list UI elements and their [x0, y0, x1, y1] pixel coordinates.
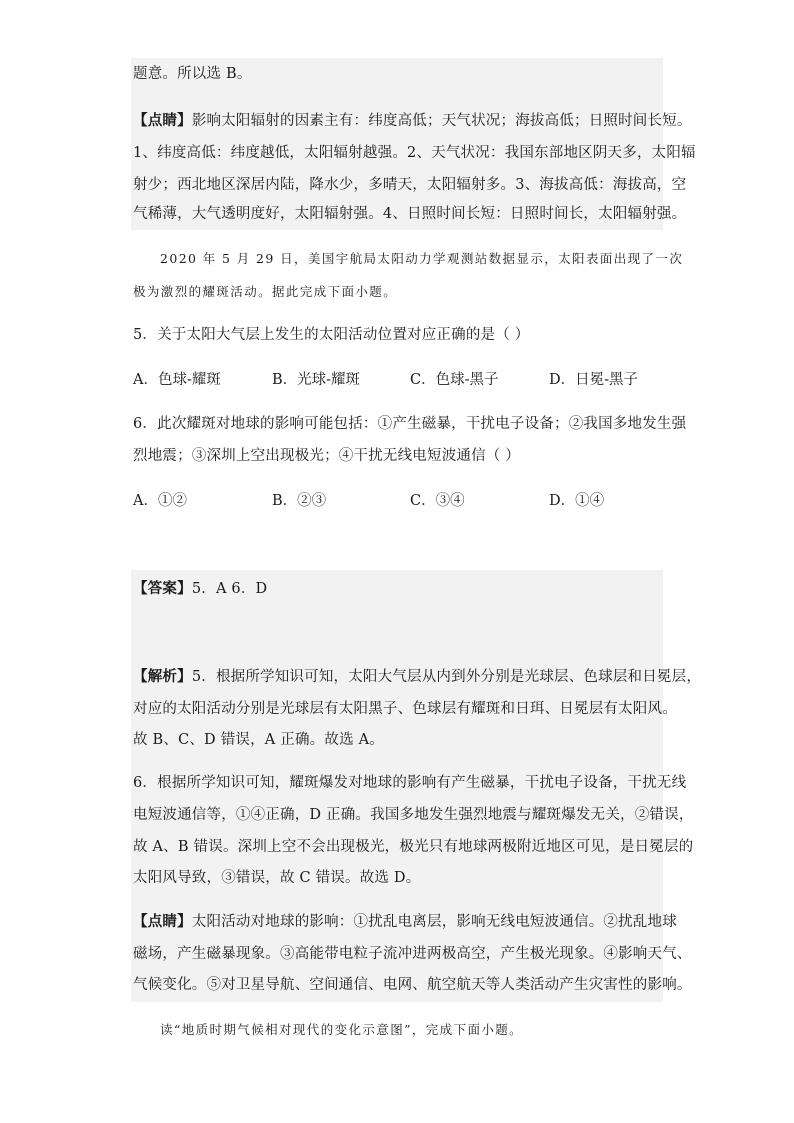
analysis-line: 对应的太阳活动分别是光球层有太阳黑子、色球层有耀斑和日珥、日冕层有太阳风。 — [133, 701, 677, 717]
tip-label: 【点睛】 — [133, 913, 192, 930]
q6-option-d[interactable]: D．①④ — [549, 493, 605, 509]
tip-label: 【点睛】 — [133, 112, 192, 129]
tip-text: 太阳活动对地球的影响：①扰乱电离层，影响无线电短波通信。②扰乱地球 — [191, 914, 677, 930]
question-6-stem: 烈地震；③深圳上空出现极光；④干扰无线电短波通信（ ） — [133, 448, 521, 464]
answer-text: 5．A 6．D — [191, 581, 268, 597]
q5-option-b[interactable]: B．光球-耀斑 — [272, 372, 361, 388]
analysis-label: 【解析】 — [133, 668, 192, 685]
tip-text: 影响太阳辐射的因素主有：纬度高低；天气状况；海拔高低；日照时间长短。 — [191, 113, 692, 129]
next-passage-line: 读“地质时期气候相对现代的变化示意图”，完成下面小题。 — [160, 1022, 524, 1037]
text-line: 气稀薄，大气透明度好，太阳辐射强。4、日照时间长短：日照时间长，太阳辐射强。 — [133, 206, 687, 222]
question-6-stem: 6．此次耀斑对地球的影响可能包括：①产生磁暴，干扰电子设备；②我国多地发生强 — [133, 416, 687, 432]
q5-option-d[interactable]: D．日冕-黑子 — [549, 372, 639, 388]
q5-option-c[interactable]: C．色球-黑子 — [410, 372, 499, 388]
answer-label: 【答案】 — [133, 580, 192, 597]
passage-line: 极为激烈的耀斑活动。据此完成下面小题。 — [133, 284, 398, 299]
q6-option-a[interactable]: A．①② — [133, 493, 187, 509]
text-line: 题意。所以选 B。 — [133, 66, 252, 82]
question-5-stem: 5．关于太阳大气层上发生的太阳活动位置对应正确的是（ ） — [133, 327, 530, 343]
analysis-line: 电短波通信等，①④正确，D 正确。我国多地发生强烈地震与耀斑爆发无关，②错误， — [133, 807, 694, 823]
tip-line: 气候变化。⑤对卫星导航、空间通信、电网、航空航天等人类活动产生灾害性的影响。 — [133, 977, 692, 993]
analysis-line — [133, 667, 701, 687]
text-line: 射少；西北地区深居内陆，降水少，多晴天，太阳辐射多。3、海拔高低：海拔高，空 — [133, 177, 687, 193]
tip-line: 磁场，产生磁暴现象。③高能带电粒子流冲进两极高空，产生极光现象。④影响天气、 — [133, 946, 692, 962]
analysis-line: 太阳风导致，③错误，故 C 错误。故选 D。 — [133, 870, 421, 886]
analysis-line: 故 A、B 错误。深圳上空不会出现极光，极光只有地球两极附近地区可见，是日冕层的 — [133, 839, 694, 855]
q6-option-c[interactable]: C．③④ — [410, 493, 465, 509]
answer-line — [133, 579, 267, 599]
q6-option-b[interactable]: B．②③ — [272, 493, 327, 509]
tip-line — [133, 912, 677, 932]
text-line: 1、纬度高低：纬度越低，太阳辐射越强。2、天气状况：我国东部地区阴天多，太阳辐 — [133, 145, 696, 161]
analysis-text: 5．根据所学知识可知，太阳大气层从内到外分别是光球层、色球层和日冕层， — [191, 669, 702, 685]
tip-line — [133, 111, 692, 131]
q5-option-a[interactable]: A．色球-耀斑 — [133, 372, 221, 388]
analysis-line: 6．根据所学知识可知，耀斑爆发对地球的影响有产生磁暴，干扰电子设备，干扰无线 — [133, 775, 687, 791]
analysis-line: 故 B、C、D 错误，A 正确。故选 A。 — [133, 732, 384, 748]
passage-line: 2020 年 5 月 29 日，美国宇航局太阳动力学观测站数据显示，太阳表面出现了一次 — [160, 251, 684, 266]
